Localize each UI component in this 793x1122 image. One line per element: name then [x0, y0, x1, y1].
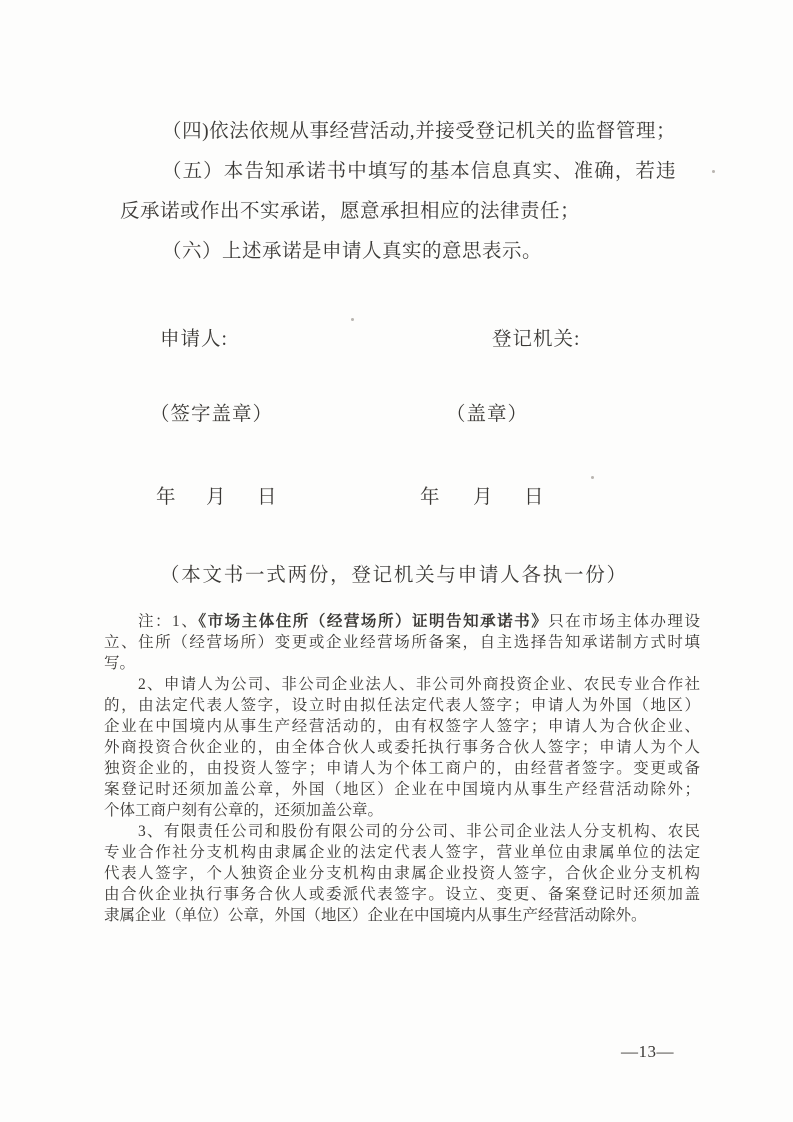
applicant-seal-note: （签字盖章）	[150, 404, 274, 425]
note-3-line-2: 专业合作社分支机构由隶属企业的法定代表人签字，营业单位由隶属单位的法定	[104, 844, 700, 861]
copies-note: （本文书一式两份，登记机关与申请人各执一份）	[160, 565, 626, 586]
authority-day-label: 日	[524, 487, 545, 508]
note-2-line-7: 个体工商户刻有公章的，还须加盖公章。	[104, 802, 384, 819]
applicant-label: 申请人:	[160, 329, 228, 350]
note-2-line-6: 案登记时还须加盖公章，外国（地区）企业在中国境内从事生产经营活动除外；	[104, 781, 700, 798]
clause-line-6: （六）上述承诺是申请人真实的意思表示。	[162, 241, 543, 262]
note-2-line-4: 外商投资合伙企业的，由全体合伙人或委托执行事务合伙人签字；申请人为个人	[104, 739, 700, 756]
applicant-year-label: 年	[156, 487, 177, 508]
authority-month-label: 月	[473, 487, 494, 508]
note-1-line-1	[104, 611, 700, 632]
note-2-line-2: 的，由法定代表人签字，设立时由拟任法定代表人签字；申请人为外国（地区）	[104, 697, 700, 714]
footnotes	[104, 611, 700, 926]
authority-label: 登记机关:	[492, 329, 581, 350]
note-1-line-2: 立、住所（经营场所）变更或企业经营场所备案，自主选择告知承诺制方式时填	[104, 634, 700, 651]
note-1-suffix: 只在市场主体办理设	[548, 613, 700, 630]
scan-speck	[351, 318, 354, 321]
note-1-document-title: 《市场主体住所（经营场所）证明告知承诺书》	[198, 613, 549, 630]
note-3-line-3: 代表人签字，个人独资企业分支机构由隶属企业投资人签字，合伙企业分支机构	[104, 865, 700, 882]
note-1-line-3: 写。	[104, 655, 136, 672]
note-2-line-5: 独资企业的，由投资人签字；申请人为个体工商户的，由经营者签字。变更或备	[104, 760, 700, 777]
clause-line-5: （五）本告知承诺书中填写的基本信息真实、准确，若违	[162, 161, 676, 182]
clause-line-4: （四)依法依规从事经营活动,并接受登记机关的监督管理；	[162, 121, 676, 142]
page-number: —13—	[621, 1042, 674, 1061]
note-2-line-3: 企业在中国境内从事生产经营活动的，由有权签字人签字；申请人为合伙企业、	[104, 718, 700, 735]
applicant-month-label: 月	[206, 487, 227, 508]
commitment-clauses	[120, 112, 676, 272]
authority-seal-note: （盖章）	[446, 404, 529, 425]
note-2-line-1: 2、申请人为公司、非公司企业法人、非公司外商投资企业、农民专业合作社	[138, 676, 700, 693]
clause-line-5-continued: 反承诺或作出不实承诺，愿意承担相应的法律责任；	[120, 201, 581, 222]
note-3-line-4: 由合伙企业执行事务合伙人或委派代表签字。设立、变更、备案登记时还须加盖	[104, 886, 700, 903]
note-1-prefix: 注：1、	[138, 613, 199, 630]
applicant-day-label: 日	[257, 487, 278, 508]
note-3-line-5: 隶属企业（单位）公章，外国（地区）企业在中国境内从事生产经营活动除外。	[104, 907, 647, 924]
authority-year-label: 年	[420, 487, 441, 508]
note-3-line-1: 3、有限责任公司和股份有限公司的分公司、非公司企业法人分支机构、农民	[138, 823, 700, 840]
scan-speck	[591, 476, 594, 479]
scan-speck	[712, 170, 715, 173]
